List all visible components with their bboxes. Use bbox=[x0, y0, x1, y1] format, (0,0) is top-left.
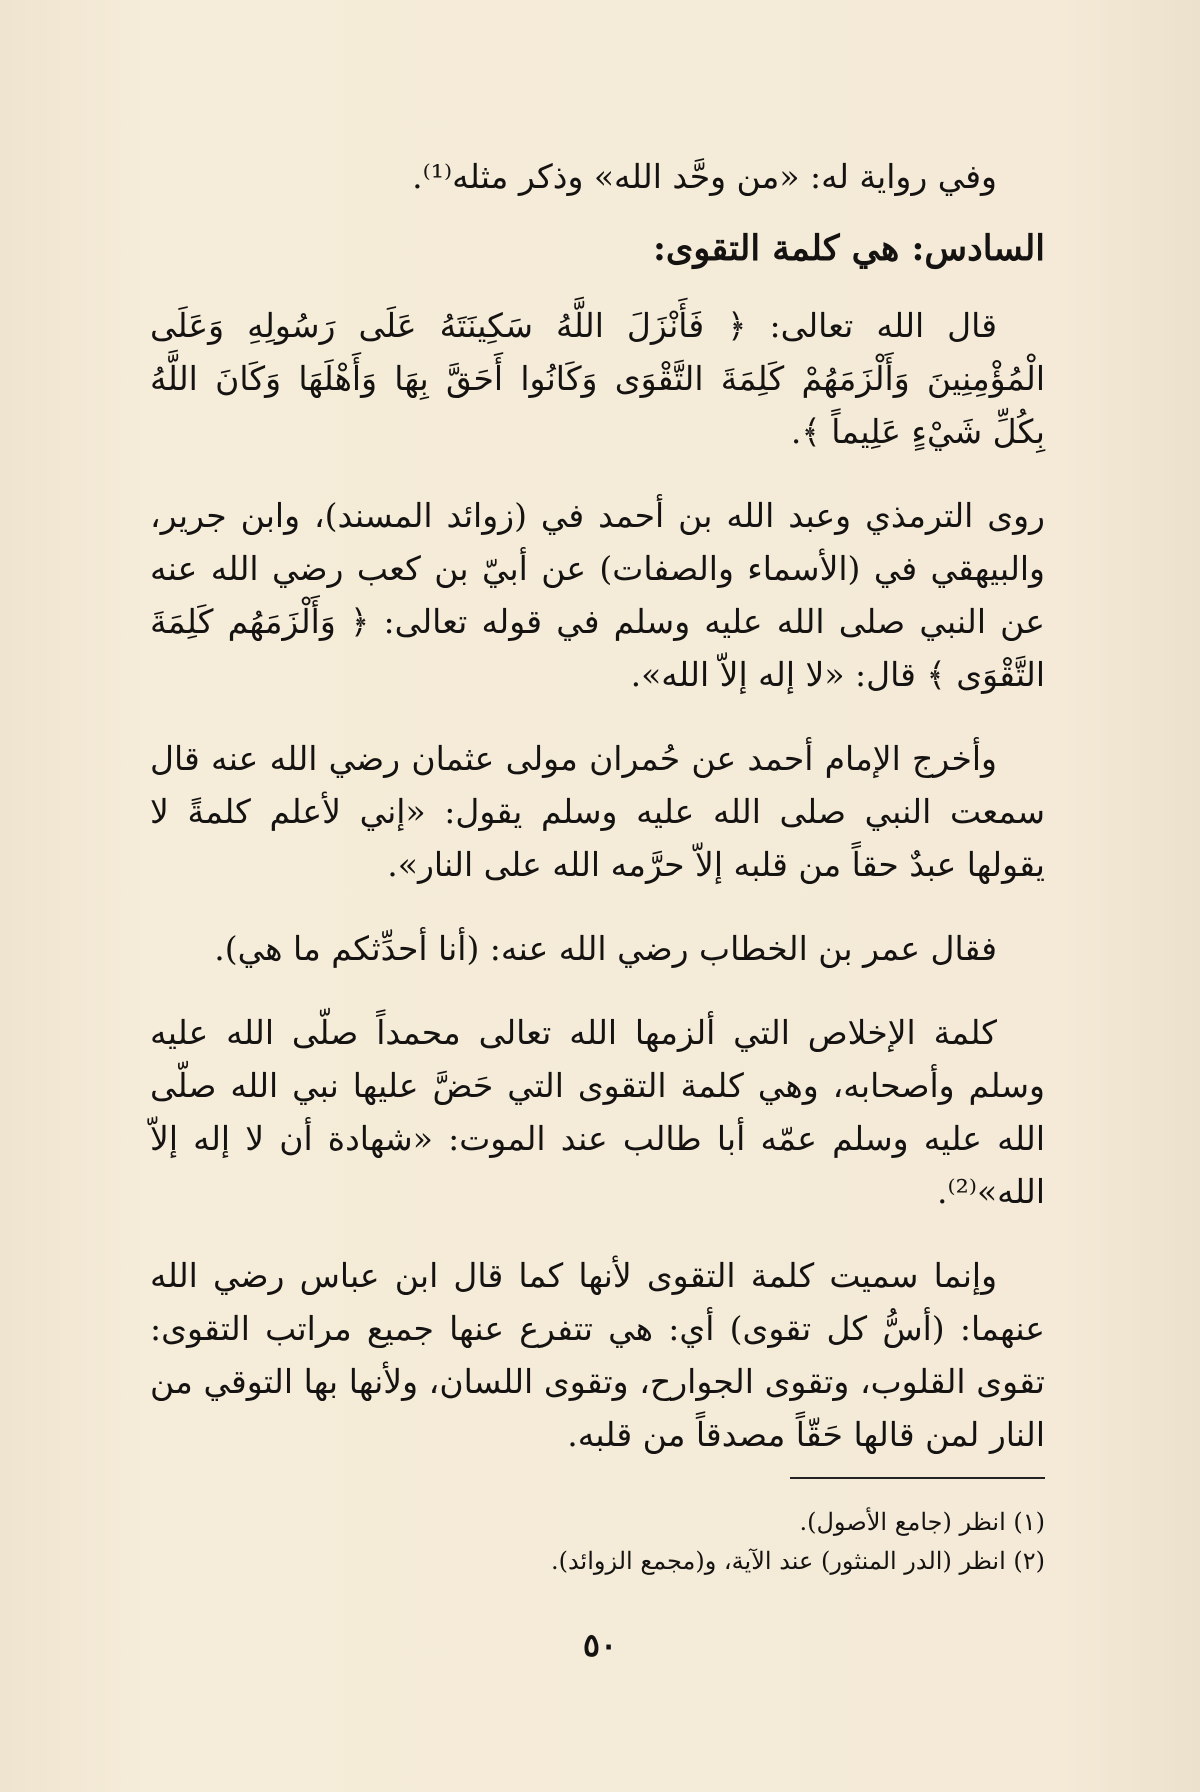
footnote-2: (٢) انظر (الدر المنثور) عند الآية، و(مجمع الزوائد). bbox=[550, 1547, 1045, 1575]
umar-statement-paragraph: فقال عمر بن الخطاب رضي الله عنه: (أنا أحدِّثكم ما هي). bbox=[214, 929, 997, 968]
footnote-separator bbox=[790, 1477, 1045, 1479]
footnote-1: (١) انظر (جامع الأصول). bbox=[799, 1508, 1045, 1536]
footnotes bbox=[150, 1503, 1045, 1581]
ahmad-narration-paragraph: وأخرج الإمام أحمد عن حُمران مولى عثمان رضي الله عنه قال سمعت النبي صلى الله عليه وسلم يقول: «إني لأعلم كلمةً لا يقولها عبدٌ حقاً من قلبه إلاّ حرَّمه الله على النار». bbox=[150, 739, 1045, 884]
paragraph-variant-narration: وفي رواية له: «من وحَّد الله» وذكر مثله⁽¹⁾. bbox=[412, 157, 997, 196]
quran-verse-paragraph: قال الله تعالى: ﴿ فَأَنْزَلَ اللَّهُ سَكِينَتَهُ عَلَى رَسُولِهِ وَعَلَى الْمُؤْمِنِينَ وَأَلْزَمَهُمْ كَلِمَةَ التَّقْوَى وَكَانُوا أَحَقَّ بِهَا وَأَهْلَهَا وَكَانَ اللَّهُ بِكُلِّ شَيْءٍ عَلِيماً ﴾. bbox=[150, 306, 1045, 451]
section-heading: السادس: هي كلمة التقوى: bbox=[653, 228, 1045, 269]
main-text bbox=[150, 150, 1045, 1461]
page-number: ٥٠ bbox=[582, 1626, 618, 1664]
taqwa-explanation-paragraph: وإنما سميت كلمة التقوى لأنها كما قال ابن عباس رضي الله عنهما: (أسُّ كل تقوى) أي: هي تتفرع عنها جميع مراتب التقوى: تقوى القلوب، وتقوى الجوارح، وتقوى اللسان، ولأنها بها التوقي من النار لمن قالها حَقّاً مصدقاً من قلبه. bbox=[150, 1256, 1045, 1454]
ikhlas-paragraph: كلمة الإخلاص التي ألزمها الله تعالى محمداً صلّى الله عليه وسلم وأصحابه، وهي كلمة التقوى التي حَضَّ عليها نبي الله صلّى الله عليه وسلم عمّه أبا طالب عند الموت: «شهادة أن لا إله إلاّ الله»⁽²⁾. bbox=[150, 1013, 1045, 1211]
tirmidhi-narration-paragraph: روى الترمذي وعبد الله بن أحمد في (زوائد المسند)، وابن جرير، والبيهقي في (الأسماء والصفات) عن أبيّ بن كعب رضي الله عنه عن النبي صلى الله عليه وسلم في قوله تعالى: ﴿ وَأَلْزَمَهُم كَلِمَةَ التَّقْوَى ﴾ قال: «لا إله إلاّ الله». bbox=[150, 496, 1045, 694]
